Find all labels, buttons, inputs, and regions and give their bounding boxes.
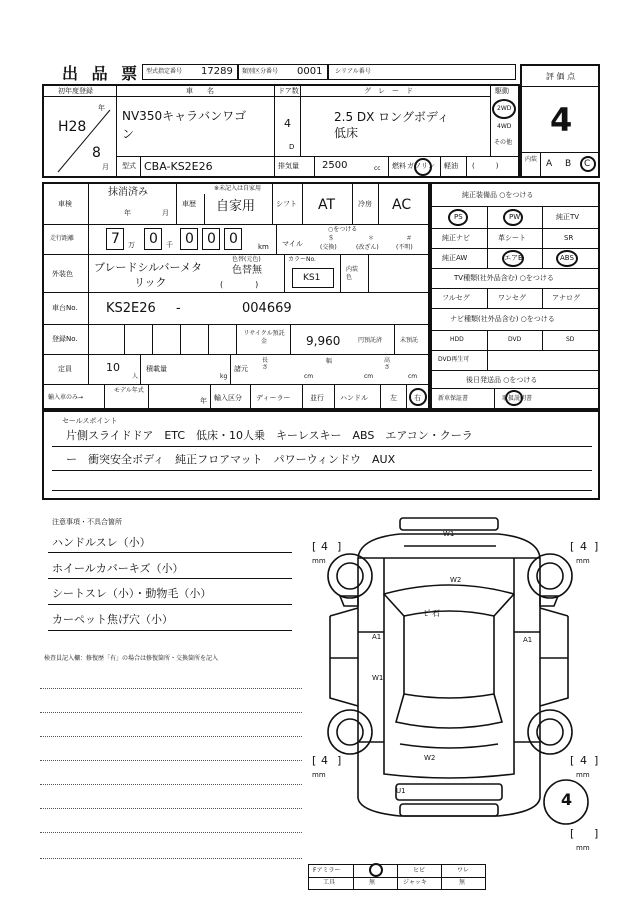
drive-2wd: 2WD: [497, 105, 512, 112]
shift-value: AT: [318, 197, 336, 213]
note-item-4: カーペット焦げ穴（小）: [52, 613, 173, 626]
odo-code-2: ＊: [368, 235, 375, 242]
equip-abs-circle: [556, 250, 578, 267]
new-car-warranty: 新車保証書: [438, 395, 469, 402]
drive-2wd-circle: [492, 99, 516, 119]
grade-line1: 2.5 DX ロングボディ: [334, 110, 449, 124]
recycle-unpaid: 未預託: [400, 337, 419, 344]
damage-hood: W2: [450, 576, 462, 584]
equip-pw-circle: [503, 209, 523, 226]
tv-oneseg: ワンセグ: [498, 294, 526, 302]
length-label: 長さ: [262, 357, 269, 371]
model-year-unit: 年: [200, 397, 207, 405]
month-kanji: 月: [102, 163, 109, 171]
ac-label: 冷房: [358, 200, 372, 208]
car-damage-diagram: [300, 512, 600, 872]
color-number-value: KS1: [303, 273, 321, 283]
equip-sr: SR: [564, 234, 574, 242]
inspector-line-4: [40, 760, 302, 761]
repaint-paren: ( ): [220, 280, 259, 289]
inspector-note-label: 検査員記入欄：修復歴「有」の場合は修復箇所・交換箇所を記入: [44, 655, 219, 662]
model-year-label: モデル年式: [114, 387, 144, 394]
sales-points-block: [42, 410, 600, 500]
equip-airbag: エアB: [504, 254, 523, 262]
inspector-line-8: [40, 858, 302, 859]
length-unit: cm: [304, 373, 314, 380]
inspection-value: 抹消済み: [108, 187, 148, 198]
approval-number-value: 17289: [201, 66, 233, 77]
repaint-label: 色替(元色): [232, 256, 261, 263]
footer-tools-value: 無: [369, 879, 376, 886]
model-type-label: 型式: [122, 162, 136, 170]
equipment-block: [430, 182, 600, 410]
sales-points-line1: 片側スライドドア ETC 低床・10人乗 キーレスキー ABS エアコン・クーラ: [66, 429, 473, 442]
equip-airbag-circle: [502, 250, 524, 267]
door-count-value: 4: [284, 117, 291, 130]
category-number-label: 類別区分番号: [242, 68, 279, 75]
category-number-box: [238, 64, 328, 80]
dimensions-label: 諸元: [234, 365, 248, 373]
tread-rear-left-bracket-close: ]: [337, 754, 342, 767]
height-label: 高さ: [384, 357, 391, 371]
tread-rear-left-bracket-open: [: [312, 754, 317, 767]
repaint-value: 色替無: [232, 265, 262, 276]
sales-points-label: セールスポイント: [62, 417, 118, 425]
score-label: 評 価 点: [546, 72, 576, 81]
inspection-year-label: 年: [124, 209, 131, 217]
footer-break-label: ワレ: [457, 867, 470, 874]
note-item-2: ホイールカバーキズ（小）: [52, 562, 184, 575]
capacity-value: 10: [106, 361, 120, 374]
odo-circle-note: ○をつける: [328, 226, 358, 233]
interior-grade-label: 内装: [525, 156, 538, 163]
load-label: 積載量: [146, 365, 167, 373]
damage-right-front-door: A1: [523, 636, 533, 644]
tread-rear-right-bracket-open: [: [570, 754, 575, 767]
navi-dvd: DVD: [508, 336, 522, 343]
equip-ps-circle: [448, 209, 468, 226]
equip-pw: PW: [509, 213, 521, 221]
mileage-digit-4: 0: [207, 231, 216, 247]
equip-abs: ABS: [560, 254, 574, 262]
mileage-man-label: 万: [128, 241, 135, 249]
displacement-label: 排気量: [278, 162, 299, 170]
tv-type-title: TV種類(社外品含む) ○をつける: [454, 274, 554, 282]
height-unit: cm: [408, 373, 418, 380]
registration-number-label: 登録No.: [52, 335, 78, 343]
note-item-3: シートスレ（小）・動物毛（小）: [52, 587, 212, 600]
light-oil-paren: ( ): [472, 162, 499, 170]
width-unit: cm: [364, 373, 374, 380]
odo-option-3: (不明): [396, 244, 413, 251]
tread-rear-right-unit: mm: [576, 771, 590, 779]
interior-grade-b: B: [565, 159, 572, 169]
damage-front-bumper: W1: [443, 530, 455, 538]
damage-rear-bumper: U1: [396, 787, 406, 795]
navi-sd: SD: [566, 336, 575, 343]
exterior-color-line1: ブレードシルバーメタ: [94, 261, 202, 274]
grade-line2: 低床: [334, 126, 359, 140]
footer-crack-label: ヒビ: [413, 867, 426, 874]
odo-code-1: ＄: [328, 235, 335, 242]
handle-right: 右: [414, 394, 421, 402]
inspector-line-6: [40, 808, 302, 809]
chassis-prefix: KS2E26: [106, 301, 156, 316]
mileage-sen-label: 千: [166, 241, 173, 249]
mileage-digit-1: 7: [111, 231, 120, 247]
door-count-label: ドア数: [278, 87, 299, 95]
interior-grade-circle: [580, 156, 596, 172]
import-type-label: 輸入区分: [214, 394, 242, 402]
sales-points-line2: ー 衝突安全ボディ 純正フロアマット パワーウィンドウ AUX: [66, 453, 396, 466]
instruction-manual-circle: [505, 390, 523, 406]
drive-other: その他: [494, 139, 513, 146]
genuine-equipment-title: 純正装備品 ○をつける: [462, 191, 534, 199]
footer-mirror-label: Fアミラー: [313, 867, 341, 874]
note-item-1: ハンドルスレ（小）: [52, 536, 151, 549]
first-registration-month: 8: [92, 145, 101, 161]
interior-grade-c: C: [584, 159, 591, 169]
equip-genuine-tv: 純正TV: [556, 213, 580, 221]
tread-rear-left: 4: [321, 754, 328, 767]
grade-label: グ レ ー ド: [364, 87, 413, 95]
vehicle-info-block: [42, 84, 520, 178]
inspection-month-label: 月: [162, 209, 169, 217]
navi-hdd: HDD: [450, 336, 464, 343]
aftermarket-title: 後日発送品 ○をつける: [466, 376, 538, 384]
chassis-number-value: 004669: [242, 301, 292, 316]
footer-mirror-circle: [369, 863, 383, 877]
spare-tread-unit: mm: [576, 844, 590, 852]
mileage-digit-3: 0: [185, 231, 194, 247]
spare-tire-score: 4: [561, 790, 573, 809]
spare-tread-bracket-open: [: [570, 827, 575, 840]
damage-roof: ﾋﾟ石: [424, 609, 440, 618]
inspector-line-1: [40, 688, 302, 689]
color-number-label: カラーNo.: [288, 256, 316, 263]
score-box: [520, 64, 600, 178]
damage-left-rear: W1: [372, 674, 384, 682]
displacement-unit: cc: [374, 165, 381, 172]
year-kanji: 年: [98, 104, 105, 112]
inspector-line-5: [40, 784, 302, 785]
tread-rear-left-unit: mm: [312, 771, 326, 779]
shift-label: シフト: [276, 200, 297, 208]
mileage-digit-5: 0: [229, 231, 238, 247]
equip-genuine-aw: 純正AW: [442, 254, 468, 262]
navi-type-title: ナビ種類(社外品含む) ○をつける: [450, 315, 555, 323]
first-registration-year: H28: [58, 119, 87, 135]
car-name-line2: ン: [122, 127, 135, 141]
notes-label: 注意事項・不具合箇所: [52, 518, 122, 526]
mileage-km-unit: km: [258, 243, 269, 251]
drive-label: 駆動: [495, 87, 509, 95]
tread-front-left: 4: [321, 540, 328, 553]
inspector-line-3: [40, 736, 302, 737]
drive-4wd: 4WD: [497, 123, 512, 130]
footer-table: [308, 864, 486, 890]
equip-leather-seat: 革シート: [498, 234, 526, 242]
parallel-label: 並行: [310, 394, 324, 402]
chassis-dash: -: [176, 301, 181, 316]
history-value: 自家用: [216, 199, 256, 214]
ac-value: AC: [392, 197, 412, 213]
displacement-value: 2500: [322, 160, 348, 171]
tread-front-left-unit: mm: [312, 557, 326, 565]
inspector-line-7: [40, 832, 302, 833]
tread-front-right-bracket-open: [: [570, 540, 575, 553]
mileage-digit-2: 0: [149, 231, 158, 247]
category-number-value: 0001: [297, 66, 323, 77]
door-suffix: D: [289, 143, 295, 151]
tread-rear-right-bracket-close: ]: [594, 754, 599, 767]
handle-left: 左: [390, 394, 397, 402]
chassis-number-label: 車台No.: [52, 304, 78, 312]
equip-genuine-navi: 純正ナビ: [442, 234, 470, 242]
serial-number-label: シリアル番号: [335, 68, 371, 75]
details-block: [42, 182, 430, 410]
mile-label: マイル: [282, 240, 303, 248]
width-label: 幅: [326, 358, 333, 365]
fuel-value: ガソリン: [407, 162, 435, 170]
page-title: 出 品 票: [62, 64, 142, 83]
serial-number-box: [328, 64, 516, 80]
car-name-line1: NV350キャラバンワゴ: [122, 109, 247, 123]
tread-front-right: 4: [580, 540, 587, 553]
fuel-label: 燃料: [392, 162, 406, 170]
recycle-paid: 円預託済: [358, 337, 383, 344]
inspection-label: 車検: [58, 200, 72, 208]
recycle-label: リサイクル預託金: [243, 330, 285, 345]
handle-right-circle: [409, 388, 427, 406]
tv-fullseg: フルセグ: [442, 294, 470, 302]
inspector-line-2: [40, 712, 302, 713]
first-registration-label: 初年度登録: [58, 87, 93, 95]
tread-front-right-bracket-close: ]: [594, 540, 599, 553]
model-type-value: CBA-KS2E26: [144, 160, 213, 173]
car-name-label: 車 名: [186, 87, 214, 95]
exterior-color-line2: リック: [134, 276, 167, 289]
spare-tread-bracket-close: ]: [594, 827, 599, 840]
history-label: 車歴: [182, 200, 196, 208]
import-only-label: 輸入車のみ→: [48, 394, 84, 401]
instruction-manual: 取扱説明書: [502, 395, 533, 402]
odo-option-1: (交換): [320, 244, 337, 251]
damage-rear-gate: W2: [424, 754, 436, 762]
light-oil-label: 軽油: [444, 162, 458, 170]
footer-jack-label: ジャッキ: [403, 879, 427, 886]
footer-jack-value: 無: [459, 879, 466, 886]
score-value: 4: [550, 101, 573, 139]
registration-slash: [44, 96, 116, 176]
interior-color-label: 内装色: [346, 266, 359, 281]
handle-label: ハンドル: [340, 394, 368, 402]
odo-option-2: (改ざん): [356, 244, 379, 251]
mileage-label: 走行距離: [50, 235, 75, 242]
tv-analog: アナログ: [552, 294, 580, 302]
dvd-playback-label: DVD再生可: [438, 356, 470, 363]
damage-left-front-door: A1: [372, 633, 382, 641]
capacity-label: 定員: [58, 365, 72, 373]
dealer-label: ディーラー: [256, 394, 291, 402]
equip-ps: PS: [454, 213, 463, 221]
approval-number-box: [142, 64, 238, 80]
load-unit: kg: [220, 373, 228, 380]
tread-front-right-unit: mm: [576, 557, 590, 565]
odo-code-3: ＃: [406, 235, 413, 242]
capacity-unit: 人: [132, 373, 139, 380]
tread-front-left-bracket-open: [: [312, 540, 317, 553]
tread-front-left-bracket-close: ]: [337, 540, 342, 553]
recycle-value: 9,960: [306, 334, 341, 348]
tread-rear-right: 4: [580, 754, 587, 767]
approval-number-label: 型式指定番号: [146, 68, 183, 75]
interior-grade-a: A: [546, 159, 553, 169]
footer-tools-label: 工具: [323, 879, 336, 886]
fuel-gasoline-circle: [414, 158, 432, 176]
usage-note: ※未記入は自家用: [214, 185, 262, 192]
exterior-color-label: 外装色: [52, 270, 73, 278]
